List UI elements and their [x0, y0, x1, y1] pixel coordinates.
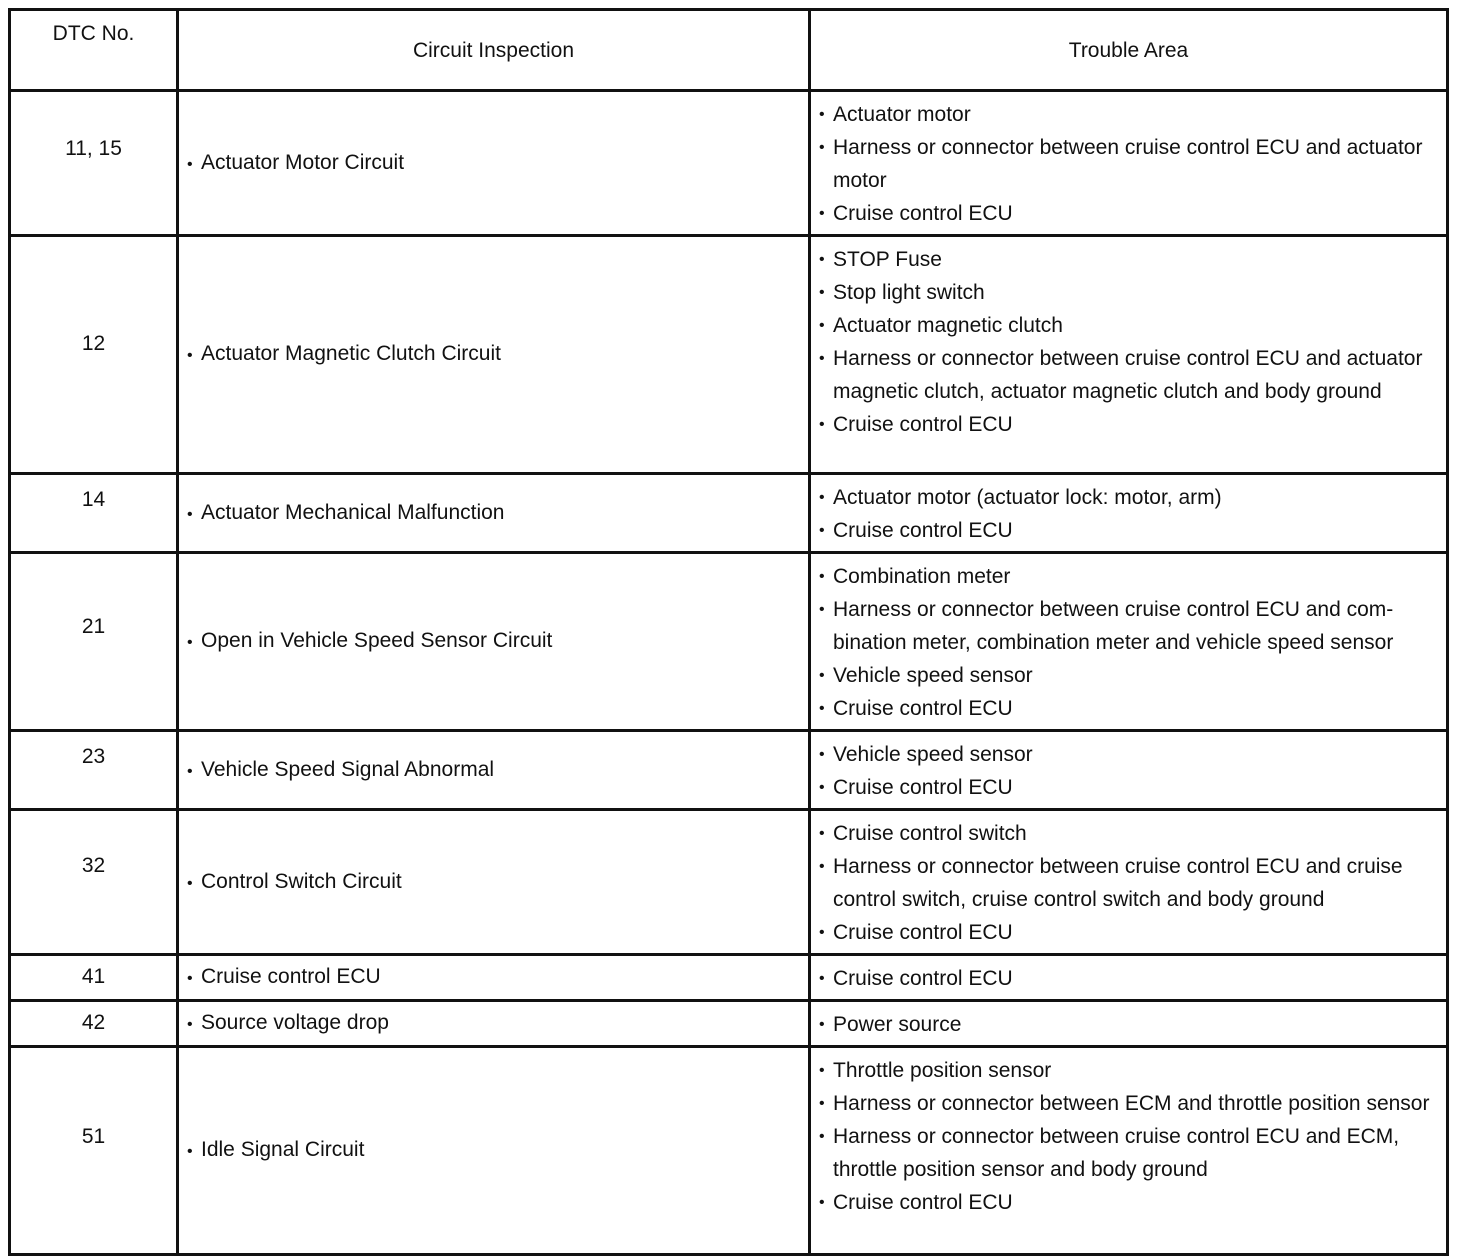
bullet-icon: • [819, 746, 825, 763]
trouble-area-item [819, 560, 1440, 593]
trouble-area-item [819, 659, 1440, 692]
dtc-cell [10, 553, 178, 731]
bullet-icon: • [819, 139, 825, 156]
trouble-area-item [819, 342, 1440, 408]
trouble-area-item [819, 771, 1440, 804]
dtc-table [8, 8, 1449, 1256]
trouble-area-item [819, 514, 1440, 547]
trouble-area-text: Actuator magnetic clutch [833, 314, 1063, 337]
circuit-inspection-cell [178, 553, 810, 731]
circuit-inspection-text: Actuator Motor Circuit [201, 150, 405, 174]
bullet-icon: • [819, 970, 825, 987]
trouble-area-item [819, 1087, 1440, 1120]
trouble-area-list [819, 560, 1440, 725]
circuit-inspection-cell [178, 474, 810, 553]
circuit-inspection-cell [178, 955, 810, 1001]
trouble-area-cell [810, 1047, 1448, 1255]
circuit-inspection-text: Source voltage drop [201, 1011, 389, 1034]
bullet-icon: • [819, 416, 825, 433]
trouble-area-item [819, 1186, 1440, 1219]
trouble-area-item [819, 408, 1440, 441]
bullet-icon: • [819, 350, 825, 367]
bullet-icon: • [819, 1095, 825, 1112]
circuit-inspection-text: Cruise control ECU [201, 965, 381, 988]
trouble-area-item [819, 817, 1440, 850]
trouble-area-item [819, 962, 1440, 995]
bullet-icon: • [187, 347, 193, 364]
circuit-inspection-text: Control Switch Circuit [201, 869, 402, 893]
circuit-inspection-cell [178, 1001, 810, 1047]
trouble-area-item [819, 197, 1440, 230]
trouble-area-list [819, 738, 1440, 804]
dtc-cell [10, 1001, 178, 1047]
circuit-inspection-text: Open in Vehicle Speed Sensor Circuit [201, 629, 553, 652]
dtc-number: 14 [81, 488, 106, 511]
trouble-area-cell [810, 474, 1448, 553]
dtc-cell [10, 1047, 178, 1255]
trouble-area-text: Cruise control ECU [833, 1191, 1013, 1214]
bullet-icon: • [819, 667, 825, 684]
trouble-area-list [819, 1054, 1440, 1219]
trouble-area-text: Stop light switch [833, 281, 985, 304]
trouble-area-text: Cruise control ECU [833, 413, 1013, 436]
trouble-area-text: Harness or connector between cruise control ECU and cruise control switch, cruise control switch and body ground [833, 855, 1403, 911]
trouble-area-item [819, 1008, 1440, 1041]
table-row [10, 474, 1448, 553]
trouble-area-list [819, 962, 1440, 995]
bullet-icon: • [819, 825, 825, 842]
trouble-area-item [819, 276, 1440, 309]
bullet-icon: • [819, 779, 825, 796]
trouble-area-cell [810, 731, 1448, 810]
bullet-icon: • [819, 1062, 825, 1079]
table-row [10, 1047, 1448, 1255]
trouble-area-text: Vehicle speed sensor [833, 664, 1033, 687]
trouble-area-list [819, 98, 1440, 230]
header-dtc-no: DTC No. [10, 10, 178, 91]
bullet-icon: • [187, 970, 193, 987]
table-row [10, 731, 1448, 810]
trouble-area-item [819, 1054, 1440, 1087]
trouble-area-list [819, 817, 1440, 949]
dtc-cell [10, 955, 178, 1001]
bullet-icon: • [187, 1016, 193, 1033]
header-circuit-inspection: Circuit Inspection [178, 10, 810, 91]
bullet-icon: • [187, 155, 193, 173]
dtc-cell [10, 236, 178, 474]
dtc-cell [10, 91, 178, 236]
trouble-area-text: Combination meter [833, 565, 1011, 588]
trouble-area-cell [810, 553, 1448, 731]
trouble-area-text: Power source [833, 1013, 962, 1036]
trouble-area-text: Harness or connector between cruise control ECU and actuator motor [833, 136, 1423, 192]
table-row [10, 236, 1448, 474]
circuit-inspection-cell [178, 236, 810, 474]
trouble-area-text: Cruise control ECU [833, 921, 1013, 944]
trouble-area-text: Vehicle speed sensor [833, 743, 1033, 766]
trouble-area-cell [810, 236, 1448, 474]
trouble-area-item [819, 243, 1440, 276]
trouble-area-item [819, 98, 1440, 131]
table-row [10, 91, 1448, 236]
dtc-number: 51 [81, 1125, 106, 1148]
bullet-icon: • [819, 858, 825, 875]
circuit-inspection-text: Vehicle Speed Signal Abnormal [201, 757, 495, 781]
trouble-area-text: Cruise control ECU [833, 776, 1013, 799]
dtc-cell [10, 810, 178, 955]
header-trouble-area: Trouble Area [810, 10, 1448, 91]
dtc-number: 42 [81, 1011, 106, 1034]
trouble-area-item [819, 593, 1440, 659]
circuit-inspection-cell [178, 1047, 810, 1255]
table-header [10, 10, 1448, 91]
bullet-icon: • [819, 700, 825, 717]
bullet-icon: • [187, 634, 193, 651]
bullet-icon: • [819, 1016, 825, 1033]
trouble-area-cell [810, 1001, 1448, 1047]
trouble-area-item [819, 916, 1440, 949]
trouble-area-text: Harness or connector between cruise control ECU and com- bination meter, combination meter and vehicle speed sensor [833, 598, 1394, 654]
bullet-icon: • [819, 601, 825, 618]
trouble-area-item [819, 309, 1440, 342]
trouble-area-text: Cruise control switch [833, 822, 1027, 845]
table-row [10, 553, 1448, 731]
bullet-icon: • [819, 284, 825, 301]
bullet-icon: • [187, 1143, 193, 1160]
trouble-area-text: Actuator motor [833, 103, 971, 126]
trouble-area-text: Cruise control ECU [833, 697, 1013, 720]
dtc-number: 21 [81, 615, 106, 638]
trouble-area-text: Harness or connector between cruise control ECU and ECM, throttle position sensor and body ground [833, 1125, 1400, 1181]
circuit-inspection-text: Actuator Mechanical Malfunction [201, 500, 505, 524]
trouble-area-list [819, 1008, 1440, 1041]
trouble-area-list [819, 243, 1440, 441]
bullet-icon: • [819, 317, 825, 334]
bullet-icon: • [819, 568, 825, 585]
circuit-inspection-cell [178, 731, 810, 810]
circuit-inspection-cell [178, 91, 810, 236]
table-row [10, 1001, 1448, 1047]
bullet-icon: • [187, 505, 193, 523]
table-row [10, 955, 1448, 1001]
dtc-number: 11, 15 [65, 137, 122, 160]
trouble-area-text: Cruise control ECU [833, 202, 1013, 225]
trouble-area-item [819, 738, 1440, 771]
table-body [10, 91, 1448, 1255]
bullet-icon: • [819, 205, 825, 222]
circuit-inspection-text: Idle Signal Circuit [201, 1138, 365, 1161]
trouble-area-item [819, 1120, 1440, 1186]
trouble-area-cell [810, 810, 1448, 955]
bullet-icon: • [819, 1128, 825, 1145]
dtc-number: 41 [81, 965, 106, 988]
trouble-area-item [819, 692, 1440, 725]
bullet-icon: • [819, 924, 825, 941]
trouble-area-list [819, 481, 1440, 547]
header-row [10, 10, 1448, 91]
trouble-area-text: Cruise control ECU [833, 519, 1013, 542]
dtc-cell [10, 731, 178, 810]
trouble-area-text: Harness or connector between cruise control ECU and actuator magnetic clutch, actuator magnetic clutch and body ground [833, 347, 1423, 403]
trouble-area-text: Throttle position sensor [833, 1059, 1052, 1082]
trouble-area-text: STOP Fuse [833, 248, 942, 271]
dtc-cell [10, 474, 178, 553]
trouble-area-text: Cruise control ECU [833, 967, 1013, 990]
circuit-inspection-text: Actuator Magnetic Clutch Circuit [201, 342, 501, 365]
bullet-icon: • [819, 489, 825, 506]
bullet-icon: • [819, 251, 825, 268]
trouble-area-text: Actuator motor (actuator lock: motor, arm) [833, 486, 1222, 509]
dtc-number: 32 [81, 854, 106, 877]
dtc-number: 12 [81, 332, 106, 355]
trouble-area-item [819, 850, 1440, 916]
bullet-icon: • [819, 1194, 825, 1211]
table-row [10, 810, 1448, 955]
bullet-icon: • [819, 522, 825, 539]
bullet-icon: • [187, 762, 193, 780]
trouble-area-item [819, 481, 1440, 514]
bullet-icon: • [819, 106, 825, 123]
bullet-icon: • [187, 874, 193, 892]
trouble-area-text: Harness or connector between ECM and throttle position sensor [833, 1092, 1430, 1115]
trouble-area-cell [810, 91, 1448, 236]
trouble-area-item [819, 131, 1440, 197]
circuit-inspection-cell [178, 810, 810, 955]
trouble-area-cell [810, 955, 1448, 1001]
dtc-number: 23 [81, 745, 106, 768]
